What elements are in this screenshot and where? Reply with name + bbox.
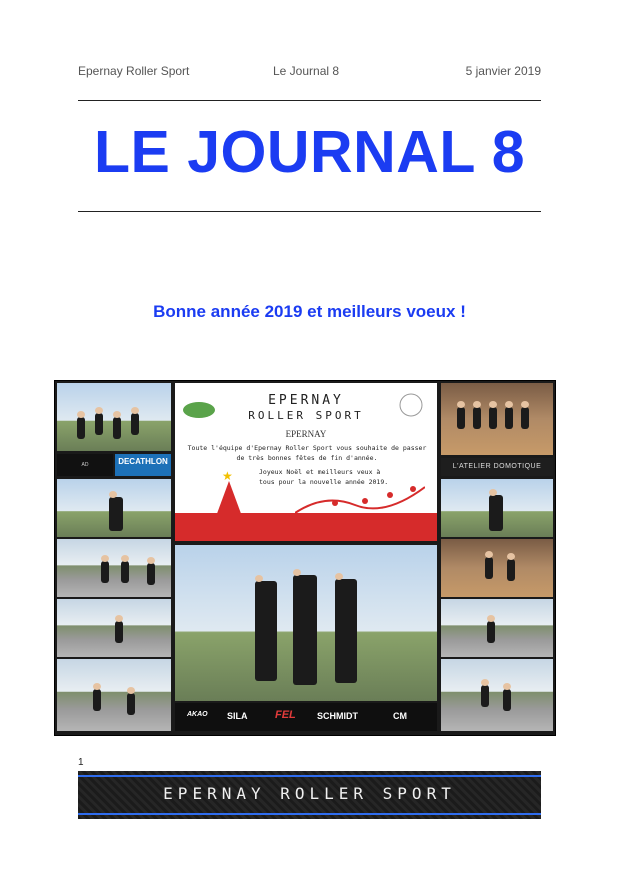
greeting-card (175, 383, 437, 541)
photo-team-group (441, 383, 553, 455)
page-title: LE JOURNAL 8 (93, 119, 526, 185)
sponsor-logo-car: AD (57, 454, 113, 476)
running-header (78, 64, 541, 82)
greeting-subtitle: Bonne année 2019 et meilleurs voeux ! (153, 302, 466, 321)
header-date: 5 janvier 2019 (465, 64, 541, 78)
sponsor-sila: SILA (227, 711, 248, 721)
card-city: EPERNAY (285, 429, 327, 439)
header-club: Epernay Roller Sport (78, 64, 190, 78)
photo-race-3 (57, 659, 171, 731)
sponsor-bar (175, 703, 437, 731)
footer-bottom-line (78, 813, 541, 815)
header-journal: Le Journal 8 (273, 64, 340, 78)
sponsor-cm: CM (393, 711, 407, 721)
sponsor-akao: AKAO (187, 711, 208, 718)
card-brand-line2: ROLLER SPORT (248, 409, 364, 422)
photo-indoor-skating (441, 539, 553, 597)
sponsor-atelier-domotique: L'ATELIER DOMOTIQUE (441, 458, 553, 476)
photo-road-skater (441, 599, 553, 657)
top-rule (78, 100, 541, 101)
sponsor-fel: FEL (275, 709, 296, 721)
footer-banner (78, 771, 541, 819)
sponsor-decathlon: DECATHLON (115, 454, 171, 476)
sponsor-schmidt: SCHMIDT (317, 711, 358, 721)
reindeer-sleigh-icon (295, 483, 425, 517)
footer-top-line (78, 775, 541, 777)
photo-skater-closeup (441, 479, 553, 537)
card-brand-line1: EPERNAY (268, 393, 344, 408)
star-icon: ★ (222, 469, 233, 483)
photo-race-2 (57, 599, 171, 657)
card-message-1: Toute l'équipe d'Epernay Roller Sport vous souhaite de passer de très bonnes fêtes de fin d'année. (187, 444, 427, 462)
bottom-rule (78, 211, 541, 212)
photo-team-skating (57, 383, 171, 451)
card-message-2: Joyeux Noël et meilleurs veux à tous pour la nouvelle année 2019. (259, 468, 389, 486)
photo-race-1 (57, 539, 171, 597)
photo-collage (54, 380, 556, 736)
photo-skater-portrait (57, 479, 171, 537)
footer-banner-text: EPERNAY ROLLER SPORT (163, 784, 456, 803)
card-red-band (175, 513, 437, 541)
photo-three-skaters (175, 545, 437, 701)
page-number: 1 (78, 757, 84, 768)
photo-race-track (441, 659, 553, 731)
